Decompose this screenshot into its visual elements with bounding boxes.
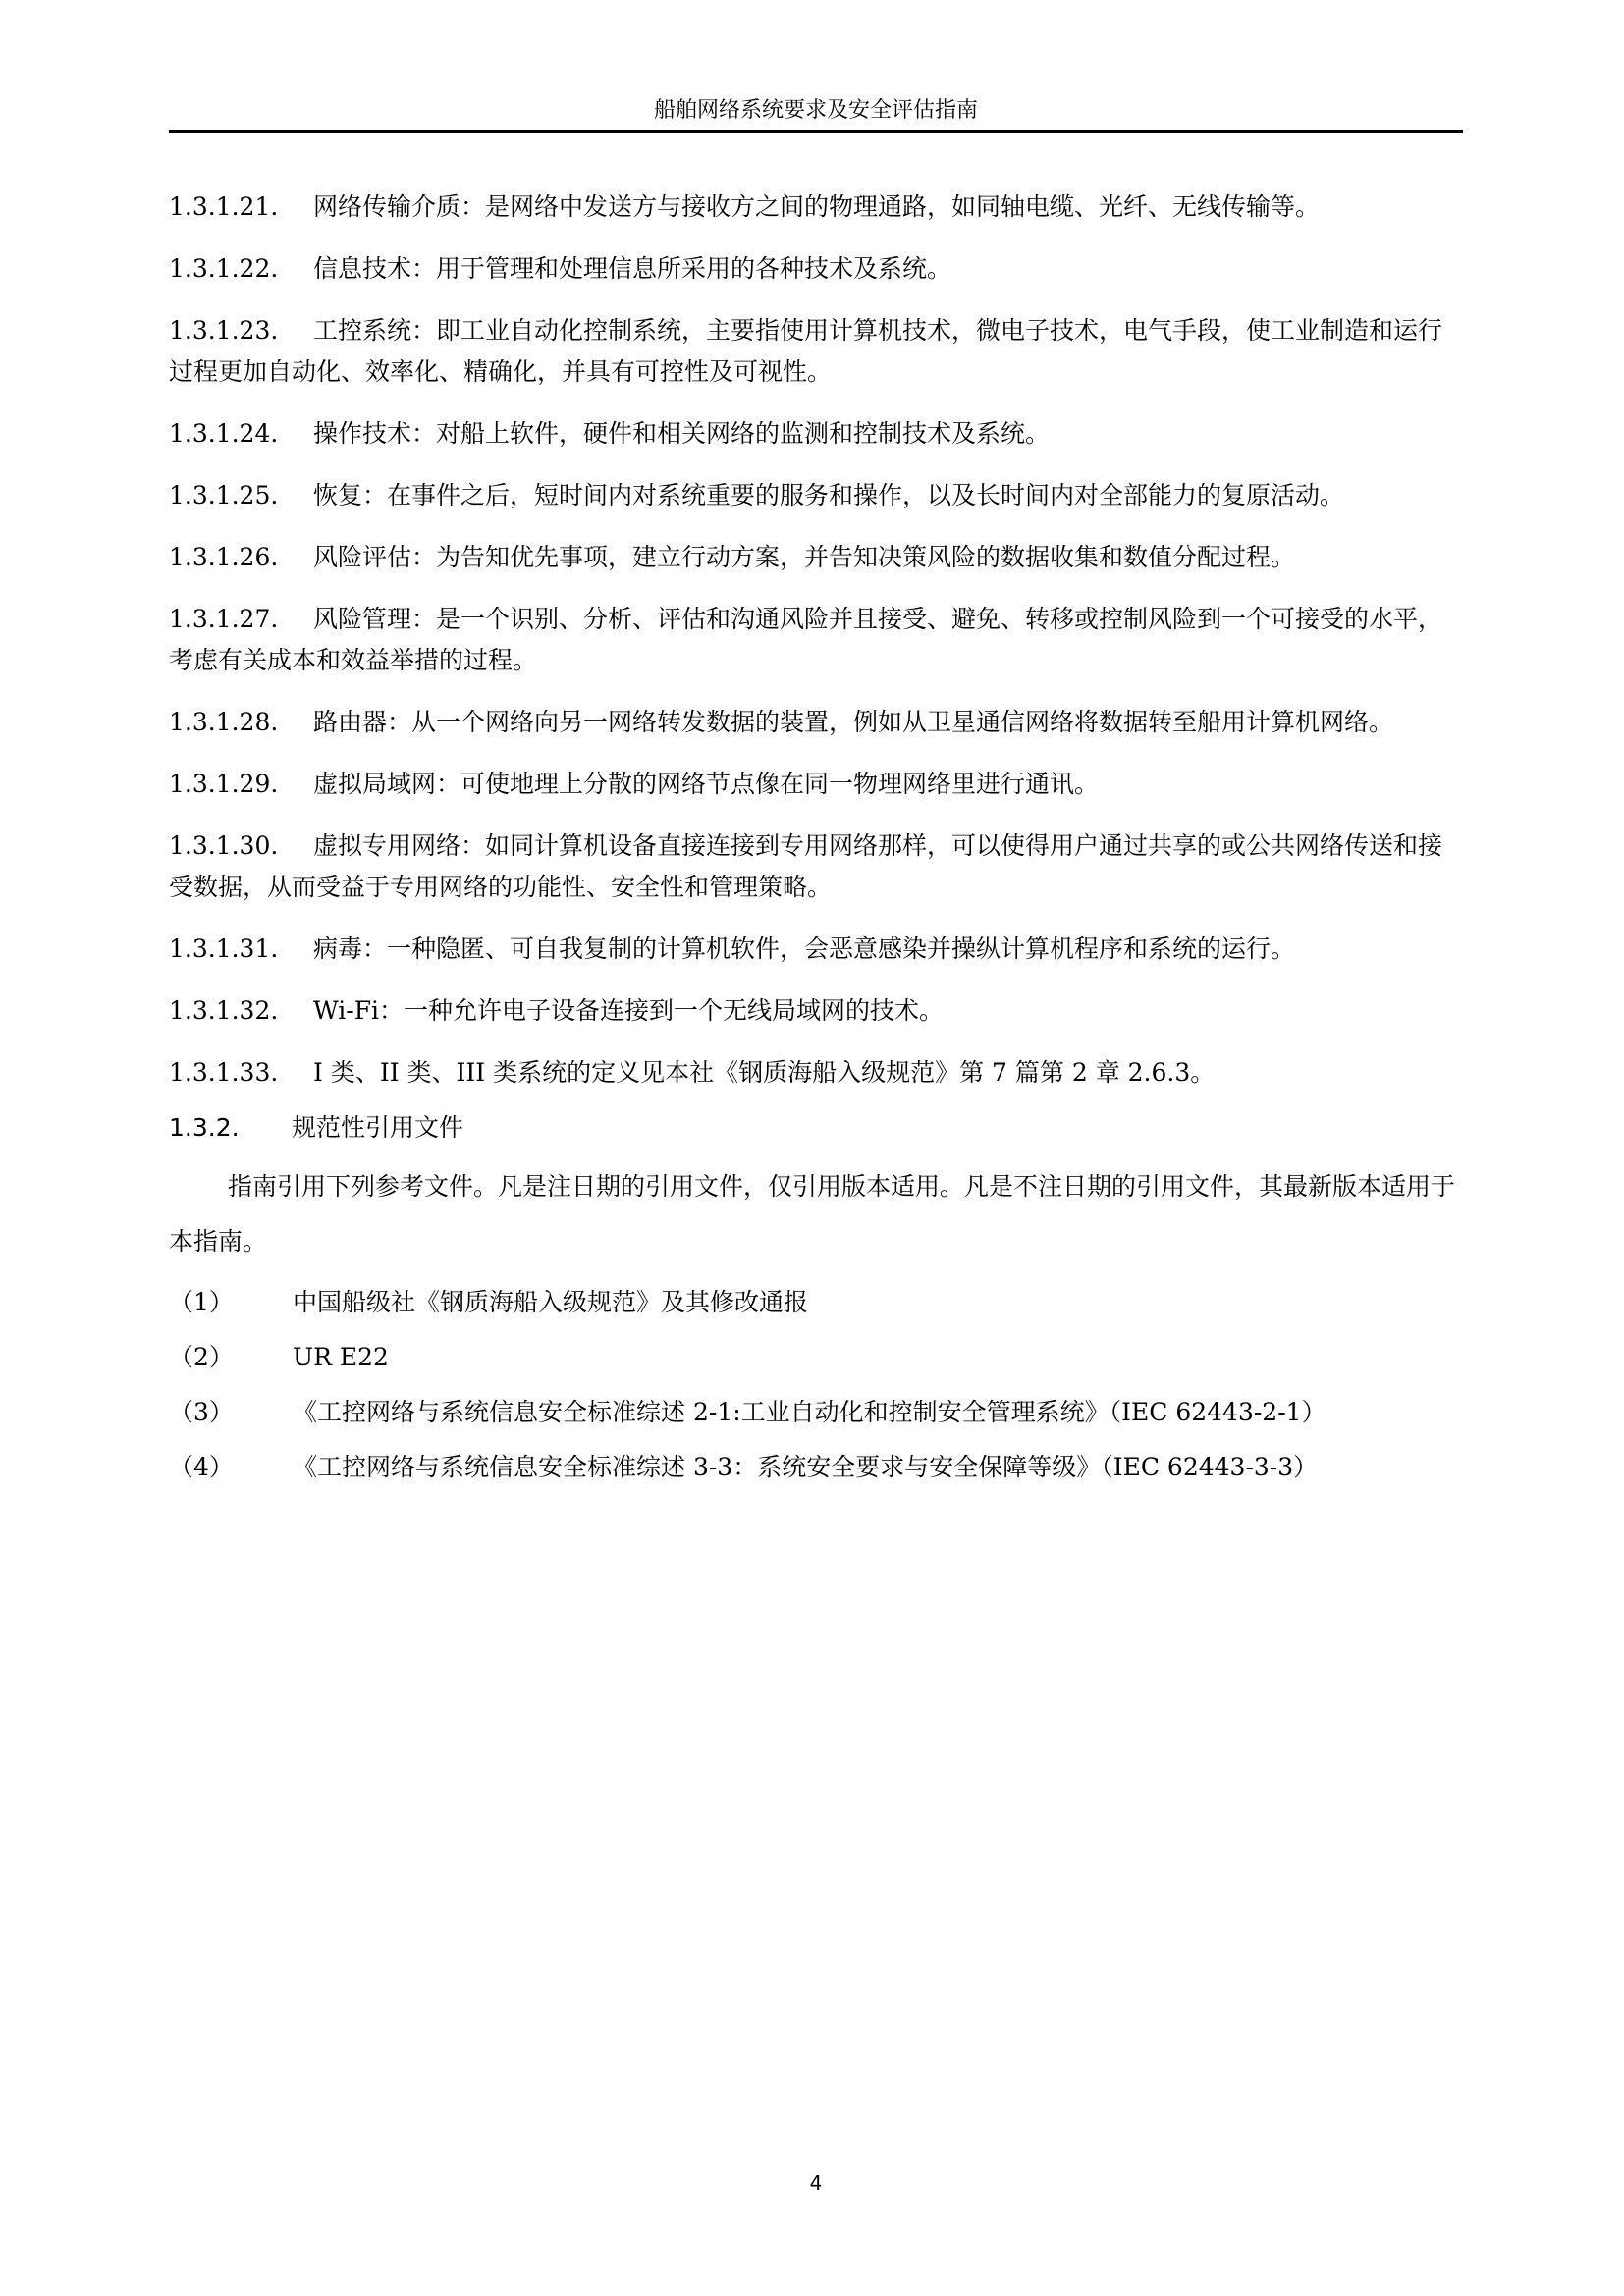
definition-1-3-1-25	[169, 475, 1463, 516]
reference-text: UR E22	[293, 1343, 389, 1371]
definition-1-3-1-33	[169, 1052, 1463, 1094]
reference-text: 中国船级社《钢质海船入级规范》及其修改通报	[293, 1288, 809, 1316]
header-divider	[169, 130, 1463, 133]
definition-1-3-1-30	[169, 826, 1463, 908]
definition-number: 1.3.1.30.	[169, 831, 279, 860]
reference-number: （1）	[169, 1288, 234, 1316]
reference-list	[169, 1275, 1463, 1495]
reference-text: 《工控网络与系统信息安全标准综述 2-1:工业自动化和控制安全管理系统》（IEC 62443-2-1）	[293, 1398, 1326, 1426]
definition-1-3-1-29	[169, 764, 1463, 805]
definition-number: 1.3.1.23.	[169, 316, 279, 345]
definition-1-3-1-31	[169, 929, 1463, 970]
reference-text: 《工控网络与系统信息安全标准综述 3-3：系统安全要求与安全保障等级》（IEC 62443-3-3）	[293, 1453, 1319, 1481]
section-intro-paragraph: 指南引用下列参考文件。凡是注日期的引用文件，仅引用版本适用。凡是不注日期的引用文件，其最新版本适用于本指南。	[169, 1172, 1456, 1255]
main-content	[169, 187, 1463, 1495]
page-header-title: 船舶网络系统要求及安全评估指南	[653, 98, 978, 123]
definition-text: 虚拟专用网络：如同计算机设备直接连接到专用网络那样，可以使得用户通过共享的或公共网络传送和接受数据，从而受益于专用网络的功能性、安全性和管理策略。	[169, 831, 1443, 901]
definition-1-3-1-26	[169, 537, 1463, 578]
definition-number: 1.3.1.28.	[169, 708, 279, 736]
definition-text: I 类、II 类、III 类系统的定义见本社《钢质海船入级规范》第 7 篇第 2 章 2.6.3。	[313, 1058, 1216, 1087]
definition-number: 1.3.1.26.	[169, 543, 279, 571]
section-number: 1.3.2.	[169, 1113, 240, 1142]
definition-1-3-1-28	[169, 702, 1463, 743]
section-heading-1-3-2	[169, 1108, 1463, 1148]
reference-item	[169, 1440, 1463, 1495]
section-title: 规范性引用文件	[292, 1113, 464, 1142]
definition-1-3-1-23	[169, 310, 1463, 393]
definition-text: 操作技术：对船上软件，硬件和相关网络的监测和控制技术及系统。	[313, 419, 1051, 448]
definition-text: 路由器：从一个网络向另一网络转发数据的装置，例如从卫星通信网络将数据转至船用计算机网络。	[313, 708, 1394, 736]
reference-number: （3）	[169, 1398, 234, 1426]
definition-number: 1.3.1.32.	[169, 996, 279, 1025]
reference-number: （4）	[169, 1453, 234, 1481]
definition-number: 1.3.1.31.	[169, 934, 279, 963]
definition-1-3-1-24	[169, 413, 1463, 454]
definition-1-3-1-32	[169, 990, 1463, 1032]
reference-item	[169, 1385, 1463, 1440]
reference-item	[169, 1275, 1463, 1330]
reference-number: （2）	[169, 1343, 234, 1371]
definition-number: 1.3.1.22.	[169, 254, 279, 283]
definition-1-3-1-22	[169, 248, 1463, 290]
definition-number: 1.3.1.24.	[169, 419, 279, 448]
definition-text: 风险评估：为告知优先事项，建立行动方案，并告知决策风险的数据收集和数值分配过程。	[313, 543, 1296, 571]
definition-text: 网络传输介质：是网络中发送方与接收方之间的物理通路，如同轴电缆、光纤、无线传输等。	[313, 192, 1321, 221]
definition-number: 1.3.1.33.	[169, 1058, 279, 1087]
definition-text: 工控系统：即工业自动化控制系统，主要指使用计算机技术，微电子技术，电气手段，使工业制造和运行过程更加自动化、效率化、精确化，并具有可控性及可视性。	[169, 316, 1443, 386]
definition-1-3-1-21	[169, 187, 1463, 228]
definition-1-3-1-27	[169, 599, 1463, 681]
definition-text: 风险管理：是一个识别、分析、评估和沟通风险并且接受、避免、转移或控制风险到一个可接受的水平，考虑有关成本和效益举措的过程。	[169, 605, 1443, 674]
definition-text: 恢复：在事件之后，短时间内对系统重要的服务和操作，以及长时间内对全部能力的复原活动。	[313, 481, 1345, 509]
reference-item	[169, 1330, 1463, 1385]
definition-number: 1.3.1.25.	[169, 481, 279, 509]
definition-number: 1.3.1.27.	[169, 605, 279, 633]
definition-text: Wi-Fi：一种允许电子设备连接到一个无线局域网的技术。	[313, 996, 945, 1025]
page-number: 4	[809, 2171, 823, 2195]
definition-text: 虚拟局域网：可使地理上分散的网络节点像在同一物理网络里进行通讯。	[313, 770, 1100, 798]
definition-text: 病毒：一种隐匿、可自我复制的计算机软件，会恶意感染并操纵计算机程序和系统的运行。	[313, 934, 1296, 963]
definition-number: 1.3.1.21.	[169, 192, 279, 221]
definition-number: 1.3.1.29.	[169, 770, 279, 798]
definition-text: 信息技术：用于管理和处理信息所采用的各种技术及系统。	[313, 254, 952, 283]
